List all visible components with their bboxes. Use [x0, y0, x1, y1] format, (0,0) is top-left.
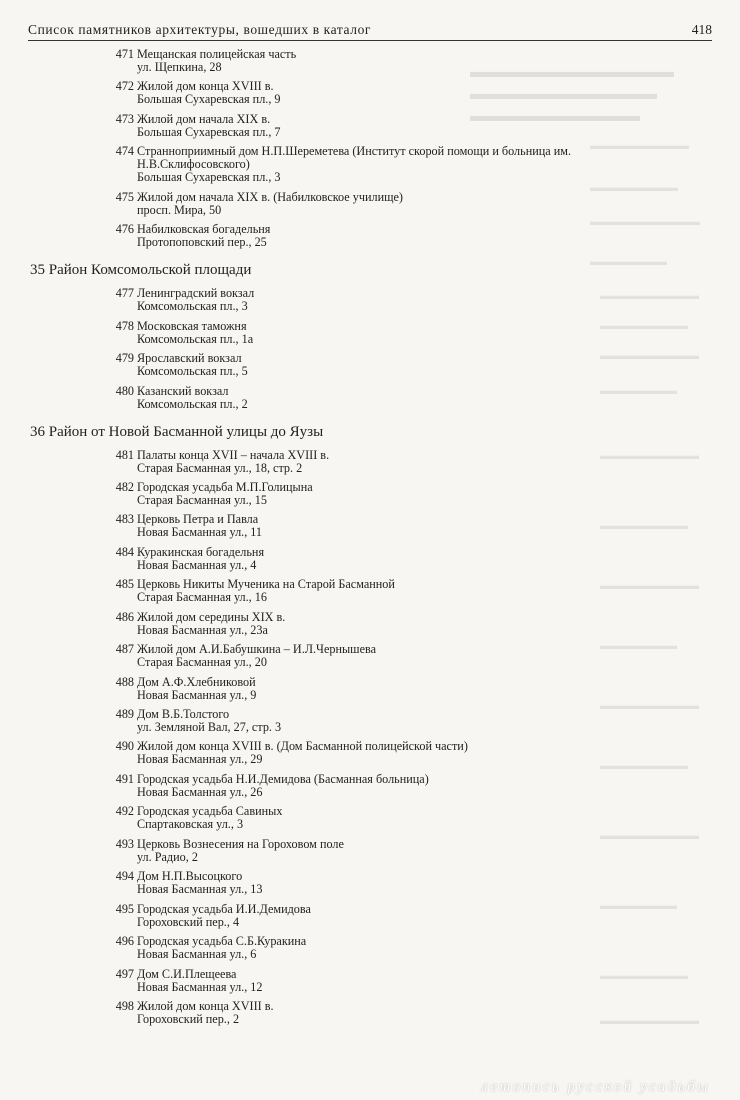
entry-number: 477 [115, 286, 134, 301]
list-item [28, 145, 712, 184]
entry-name: Дом А.Ф.Хлебниковой [137, 674, 256, 689]
entry-address: Большая Сухаревская пл., 9 [137, 92, 281, 107]
entry-address: ул. Земляной Вал, 27, стр. 3 [137, 720, 282, 734]
entry-address: Комсомольская пл., 1а [137, 331, 254, 346]
bleed-through: ▬▬▬▬▬▬▬▬▬▬ [470, 106, 640, 125]
entry-name: Жилой дом начала XIX в. [137, 111, 271, 126]
entry-number: 492 [115, 804, 134, 819]
list-item [28, 113, 712, 139]
bleed-through: ▬▬▬▬▬▬▬▬▬▬ [590, 216, 700, 228]
bleed-through: ▬▬▬▬▬▬▬▬ [590, 182, 678, 194]
entry-address: Гороховский пер., 2 [137, 1011, 240, 1026]
entry-address: Большая Сухаревская пл., 7 [137, 124, 281, 139]
bleed-through: ▬▬▬▬▬▬▬▬▬▬▬▬ [470, 62, 674, 81]
entry-name: Странноприимный дом Н.П.Шереметева (Институт скорой помощи и больница им. Н.В.Склифосовского) [137, 144, 571, 172]
entry-name: Казанский вокзал [137, 383, 229, 398]
entry-number: 486 [115, 609, 134, 624]
entry-address: Комсомольская пл., 3 [137, 299, 248, 314]
list-item [28, 546, 712, 572]
entry-name: Городская усадьба Савиных [137, 804, 283, 819]
entry-name: Городская усадьба Н.И.Демидова (Басманная больница) [137, 771, 429, 786]
entry-number: 473 [115, 111, 134, 126]
entry-address: Новая Басманная ул., 9 [137, 687, 257, 702]
list-item [28, 578, 712, 604]
entry-address: ул. Радио, 2 [137, 849, 198, 864]
entry-name: Городская усадьба С.Б.Куракина [137, 934, 307, 949]
entry-address: Новая Басманная ул., 13 [137, 882, 263, 897]
section-group [28, 260, 712, 410]
entry-address: Комсомольская пл., 5 [137, 364, 248, 379]
entry-name: Палаты конца XVII – начала XVIII в. [137, 447, 330, 462]
list-item [28, 676, 712, 702]
entry-number: 480 [115, 383, 134, 398]
entry-name: Куракинская богадельня [137, 544, 265, 559]
list-item [28, 48, 712, 74]
list-item [28, 935, 712, 961]
entry-number: 472 [115, 79, 134, 94]
entry-name: Жилой дом А.И.Бабушкина – И.Л.Чернышева [137, 642, 376, 657]
list-item [28, 838, 712, 864]
entry-name: Церковь Вознесения на Гороховом поле [137, 836, 344, 851]
entry-number: 493 [115, 836, 134, 851]
entry-address: Гороховский пер., 4 [137, 914, 240, 929]
entry-number: 488 [115, 674, 134, 689]
entry-address: Спартаковская ул., 3 [137, 817, 244, 832]
entry-name: Жилой дом конца XVIII в. (Дом Басманной полицейской части) [137, 739, 468, 754]
entry-name: Дом В.Б.Толстого [137, 707, 230, 721]
entry-name: Церковь Петра и Павла [137, 512, 259, 527]
list-item [28, 773, 712, 799]
list-item [28, 320, 712, 346]
bleed-through: ▬▬▬▬▬▬▬ [590, 256, 667, 268]
entry-name: Дом Н.П.Высоцкого [137, 869, 243, 884]
entry-number: 484 [115, 544, 134, 559]
entry-name: Жилой дом начала XIX в. (Набилковское училище) [137, 189, 403, 204]
entry-address: Старая Басманная ул., 20 [137, 655, 267, 670]
section-heading: 36 Район от Новой Басманной улицы до Яузы [30, 423, 324, 440]
entry-number: 474 [115, 144, 134, 159]
header-title: Список памятников архитектуры, вошедших в каталог [28, 22, 372, 37]
list-item [28, 708, 712, 734]
entry-number: 487 [115, 642, 134, 657]
entry-number: 490 [115, 739, 134, 754]
entry-number: 485 [115, 577, 134, 592]
entry-number: 497 [115, 966, 134, 981]
entry-number: 471 [115, 47, 134, 61]
list-item [28, 352, 712, 378]
entry-number: 476 [115, 222, 134, 237]
entry-address: ул. Щепкина, 28 [137, 60, 222, 74]
entry-number: 478 [115, 318, 134, 333]
entry-number: 475 [115, 189, 134, 204]
page-number: 418 [691, 22, 712, 37]
bleed-through: ▬▬▬▬▬▬▬▬▬ [600, 450, 699, 462]
list-item [28, 223, 712, 249]
bleed-through: ▬▬▬▬▬▬▬ [600, 385, 677, 397]
bleed-through: ▬▬▬▬▬▬▬▬▬ [600, 290, 699, 302]
bleed-through: ▬▬▬▬▬▬▬ [600, 900, 677, 912]
bleed-through: ▬▬▬▬▬▬▬▬ [600, 320, 688, 332]
monument-list [28, 48, 712, 1032]
entry-name: Московская таможня [137, 318, 247, 333]
entry-address: Новая Басманная ул., 11 [137, 525, 263, 540]
entry-address: Большая Сухаревская пл., 3 [137, 170, 281, 185]
list-item [28, 385, 712, 411]
running-header [28, 20, 712, 41]
entry-name: Ярославский вокзал [137, 351, 242, 366]
list-item [28, 80, 712, 106]
bleed-through: ▬▬▬▬▬▬▬▬▬ [590, 140, 689, 152]
bleed-through: ▬▬▬▬▬▬▬▬▬▬▬ [470, 84, 657, 103]
list-item [28, 449, 712, 475]
section-group [28, 422, 712, 1026]
list-item [28, 481, 712, 507]
entry-number: 495 [115, 901, 134, 916]
entry-address: просп. Мира, 50 [137, 202, 222, 217]
entry-name: Набилковская богадельня [137, 222, 271, 237]
list-item [28, 870, 712, 896]
list-item [28, 740, 712, 766]
entry-number: 479 [115, 351, 134, 366]
entry-number: 494 [115, 869, 134, 884]
bleed-through: ▬▬▬▬▬▬▬▬▬ [600, 830, 699, 842]
list-item [28, 968, 712, 994]
entry-address: Старая Басманная ул., 18, стр. 2 [137, 460, 303, 475]
bleed-through: ▬▬▬▬▬▬▬▬ [600, 970, 688, 982]
bleed-through: ▬▬▬▬▬▬▬▬▬ [600, 700, 699, 712]
section-group [28, 48, 712, 249]
bleed-through: ▬▬▬▬▬▬▬ [600, 640, 677, 652]
watermark: летопись русской усадьбы [481, 1079, 710, 1095]
section-heading: 35 Район Комсомольской площади [30, 262, 252, 279]
entry-name: Городская усадьба М.П.Голицына [137, 479, 313, 494]
list-item [28, 1000, 712, 1026]
list-item [28, 903, 712, 929]
entry-address: Новая Басманная ул., 12 [137, 979, 263, 994]
list-item [28, 191, 712, 217]
list-item [28, 513, 712, 539]
entry-number: 491 [115, 771, 134, 786]
entry-address: Новая Басманная ул., 26 [137, 784, 263, 799]
bleed-through: ▬▬▬▬▬▬▬▬ [600, 520, 688, 532]
list-item [28, 643, 712, 669]
entry-name: Жилой дом середины XIX в. [137, 609, 286, 624]
entry-name: Жилой дом конца XVIII в. [137, 998, 274, 1013]
list-item [28, 287, 712, 313]
entry-name: Мещанская полицейская часть [137, 47, 297, 61]
entry-address: Старая Басманная ул., 15 [137, 492, 267, 507]
entry-address: Новая Басманная ул., 6 [137, 947, 257, 962]
bleed-through: ▬▬▬▬▬▬▬▬ [600, 760, 688, 772]
entry-name: Дом С.И.Плещеева [137, 966, 237, 981]
entry-number: 481 [115, 447, 134, 462]
entry-number: 496 [115, 934, 134, 949]
bleed-through: ▬▬▬▬▬▬▬▬▬ [600, 350, 699, 362]
bleed-through: ▬▬▬▬▬▬▬▬▬ [600, 580, 699, 592]
entry-name: Ленинградский вокзал [137, 286, 255, 301]
entry-name: Городская усадьба И.И.Демидова [137, 901, 311, 916]
entry-address: Новая Басманная ул., 4 [137, 557, 257, 572]
entry-number: 483 [115, 512, 134, 527]
entry-name: Жилой дом конца XVIII в. [137, 79, 274, 94]
entry-address: Новая Басманная ул., 23а [137, 622, 268, 637]
entry-address: Комсомольская пл., 2 [137, 396, 248, 411]
list-item [28, 611, 712, 637]
entry-address: Протопоповский пер., 25 [137, 235, 267, 250]
entry-name: Церковь Никиты Мученика на Старой Басманной [137, 577, 395, 592]
entry-address: Старая Басманная ул., 16 [137, 590, 267, 605]
list-item [28, 805, 712, 831]
entry-number: 489 [115, 707, 134, 721]
entry-number: 498 [115, 998, 134, 1013]
entry-number: 482 [115, 479, 134, 494]
bleed-through: ▬▬▬▬▬▬▬▬▬ [600, 1015, 699, 1027]
entry-address: Новая Басманная ул., 29 [137, 752, 263, 767]
